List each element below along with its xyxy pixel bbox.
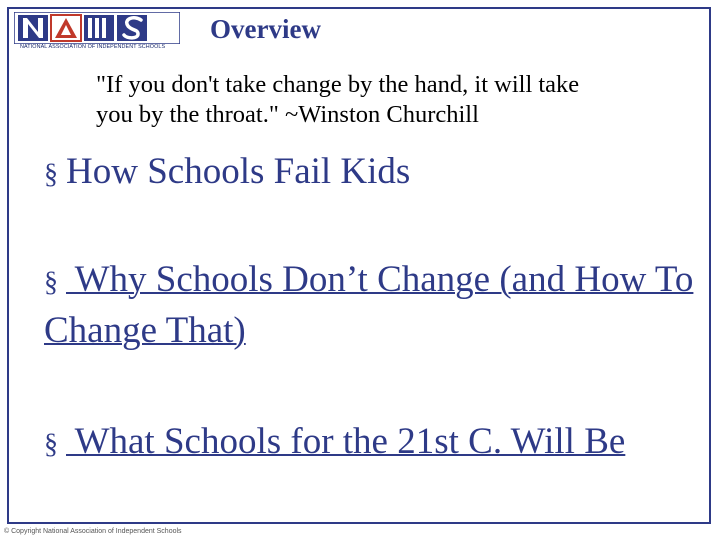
bullet-marker: §	[44, 159, 58, 190]
bullet-item-3	[44, 418, 694, 469]
nais-logo	[14, 12, 180, 52]
quote-line-2: you by the throat." ~Winston Churchill	[96, 101, 479, 128]
quote-line-1: "If you don't take change by the hand, it will take	[96, 71, 580, 98]
bullet-item-2	[44, 256, 694, 355]
bullet-link-3[interactable]: What Schools for the 21st C. Will Be	[66, 421, 626, 462]
nais-logo-mark	[14, 12, 180, 44]
bullet-item-1	[44, 148, 684, 199]
bullet-marker: §	[44, 429, 58, 460]
bullet-marker: §	[44, 267, 58, 298]
churchill-quote	[96, 70, 686, 130]
bullet-text-1: How Schools Fail Kids	[66, 151, 411, 192]
logo-caption: NATIONAL ASSOCIATION OF INDEPENDENT SCHOOLS	[20, 44, 166, 50]
bullet-link-2[interactable]: Why Schools Don’t Change (and How To Change That)	[44, 259, 694, 351]
copyright-footer: © Copyright National Association of Independent Schools	[4, 528, 182, 535]
slide-title: Overview	[210, 14, 321, 44]
